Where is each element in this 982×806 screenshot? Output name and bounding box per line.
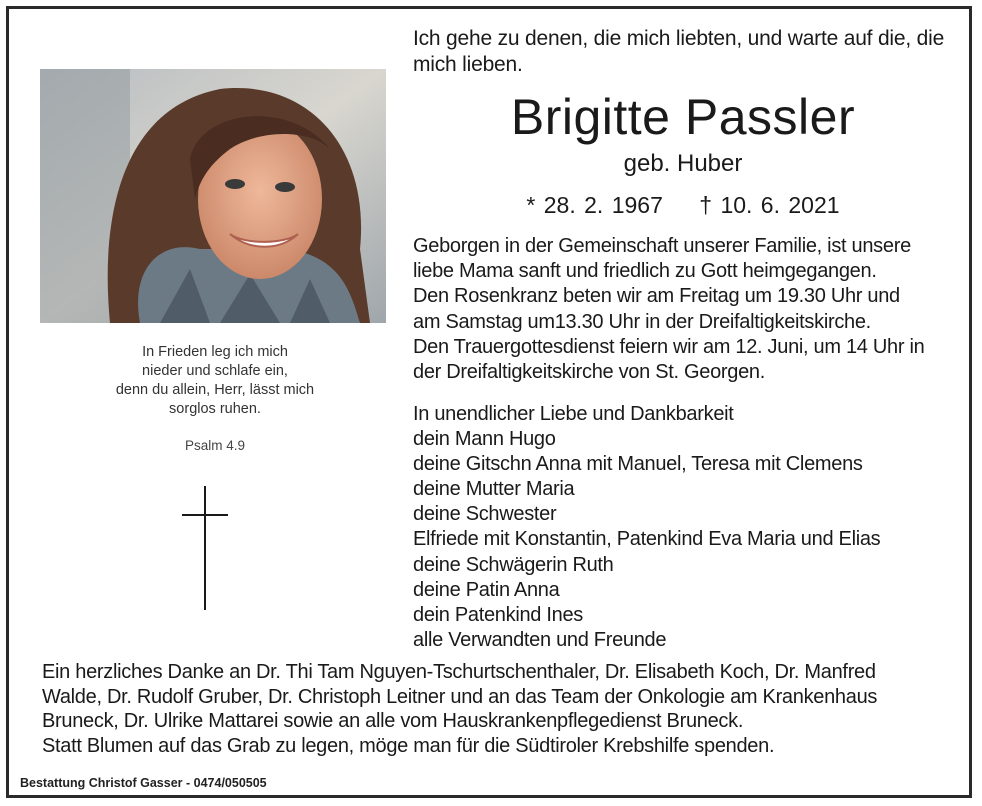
mourner-line: In unendlicher Liebe und Dankbarkeit: [413, 403, 734, 425]
quote-line: denn du allein, Herr, lässt mich: [115, 382, 315, 398]
motto-line: mich lieben.: [413, 53, 523, 76]
mourner-line: deine Gitschn Anna mit Manuel, Teresa mit Clemens: [413, 453, 863, 476]
thanks-line: Statt Blumen auf das Grab zu legen, möge man für die Südtiroler Krebshilfe spenden.: [42, 734, 775, 757]
mourner-line: alle Verwandten und Freunde: [413, 628, 667, 651]
death-date: † 10. 6. 2021: [699, 192, 840, 218]
latin-cross-icon: [182, 486, 228, 610]
quote-line: In Frieden leg ich mich: [142, 344, 288, 360]
portrait-photo: [40, 69, 386, 323]
mourner-line: deine Schwester: [413, 503, 557, 526]
thanks-line: Ein herzliches Danke an Dr. Thi Tam Nguyen-Tschurtschenthaler, Dr. Elisabeth Koch, Dr. Manfred: [42, 661, 876, 683]
motto-line: Ich gehe zu denen, die mich liebten, und warte auf die, die: [413, 27, 945, 50]
announcement-text: [413, 234, 955, 385]
mourner-line: dein Mann Hugo: [413, 428, 556, 451]
deceased-name: Brigitte Passler: [510, 89, 856, 145]
announcement-line: am Samstag um13.30 Uhr in der Dreifaltigkeitskirche.: [413, 310, 871, 333]
birth-date: * 28. 2. 1967: [526, 192, 663, 218]
mourner-line: deine Schwägerin Ruth: [413, 553, 614, 576]
mourners-list: [413, 402, 953, 653]
funeral-home-footer: Bestattung Christof Gasser - 0474/050505: [20, 776, 267, 790]
life-dates: [413, 192, 953, 219]
thanks-text: [42, 660, 957, 758]
quote-line: sorglos ruhen.: [169, 401, 261, 417]
maiden-name: geb. Huber: [623, 150, 743, 177]
announcement-line: Den Trauergottesdienst feiern wir am 12. Juni, um 14 Uhr in: [413, 335, 925, 358]
motto: [413, 26, 963, 78]
mourner-line: deine Mutter Maria: [413, 478, 575, 501]
mourner-line: deine Patin Anna: [413, 578, 560, 601]
announcement-line: Geborgen in der Gemeinschaft unserer Familie, ist unsere: [413, 235, 911, 257]
announcement-line: Den Rosenkranz beten wir am Freitag um 19.30 Uhr und: [413, 285, 900, 308]
announcement-line: der Dreifaltigkeitskirche von St. Georgen.: [413, 361, 766, 384]
quote-line: nieder und schlafe ein,: [142, 363, 288, 379]
mourner-line: dein Patenkind Ines: [413, 603, 583, 626]
psalm-source: Psalm 4.9: [184, 438, 246, 453]
thanks-line: Walde, Dr. Rudolf Gruber, Dr. Christoph Leitner und an das Team der Onkologie am Krankenhaus: [42, 685, 878, 708]
thanks-line: Bruneck, Dr. Ulrike Mattarei sowie an alle vom Hauskrankenpflegedienst Bruneck.: [42, 710, 744, 733]
psalm-quote: [100, 343, 330, 419]
announcement-line: liebe Mama sanft und friedlich zu Gott heimgegangen.: [413, 260, 877, 283]
mourner-line: Elfriede mit Konstantin, Patenkind Eva Maria und Elias: [413, 528, 881, 551]
